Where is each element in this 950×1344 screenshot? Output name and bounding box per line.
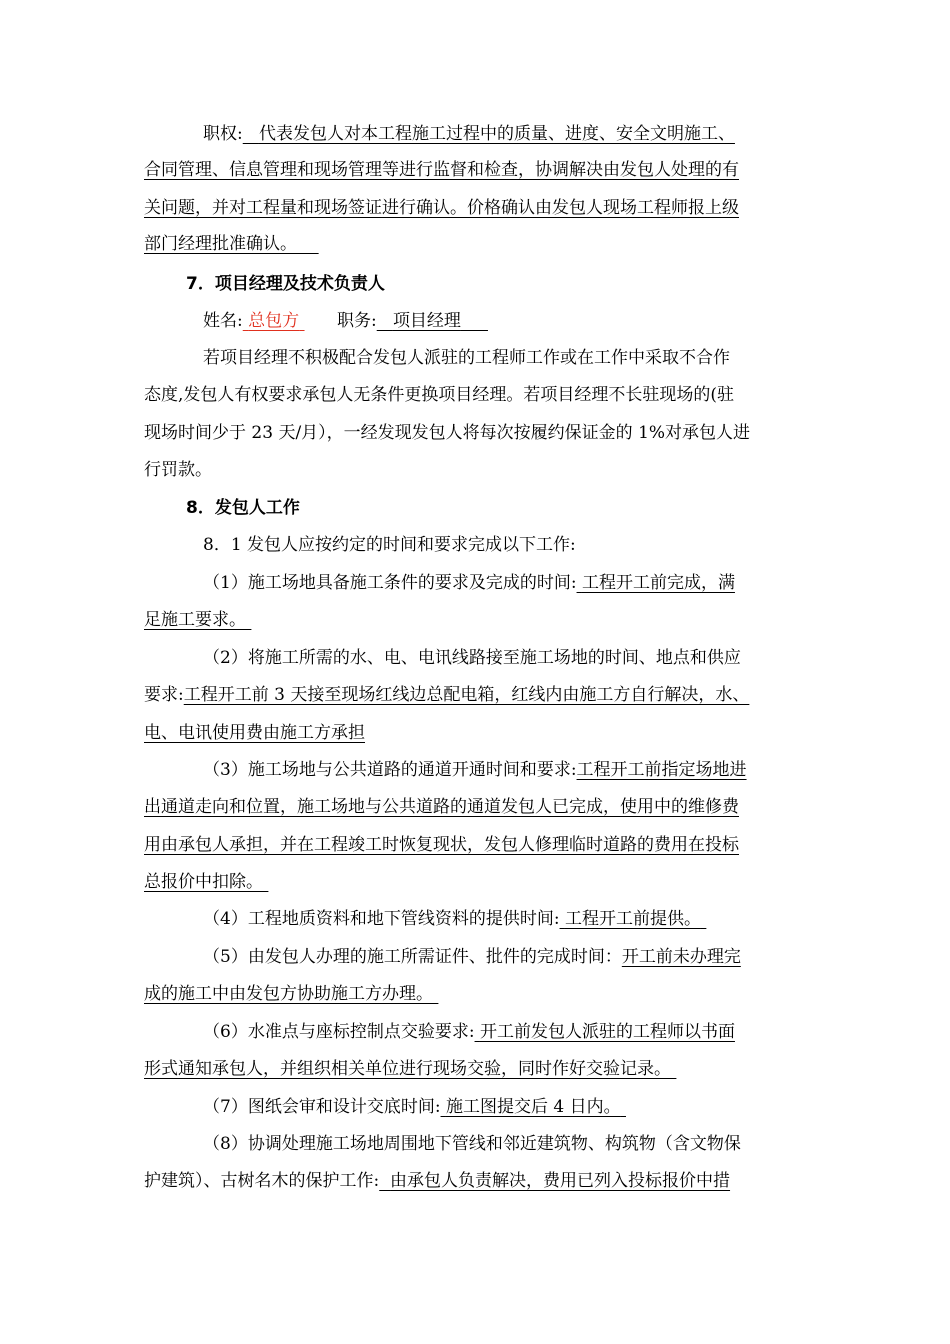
item-2-line-1: （2）将施工所需的水、电、电讯线路接至施工场地的时间、地点和供应 — [203, 648, 741, 668]
authority-text-1: 代表发包人对本工程施工过程中的质量、进度、安全文明施工、 — [258, 124, 735, 144]
item-8-prefix: 护建筑）、古树名木的保护工作: — [144, 1171, 380, 1191]
authority-label: 职权: — [203, 124, 243, 144]
name-value: 总包方 — [248, 311, 300, 331]
item-7-value: 施工图提交后 4 日内。 — [445, 1097, 621, 1117]
item-1-text: （1）施工场地具备施工条件的要求及完成的时间: — [203, 573, 577, 593]
section-7-heading: 7．项目经理及技术负责人 — [186, 274, 385, 294]
name-label: 姓名: — [203, 311, 243, 331]
item-6-text: （6）水准点与座标控制点交验要求: — [203, 1022, 475, 1042]
item-1-value-2: 足施工要求。 — [144, 610, 246, 630]
authority-line-1 — [203, 122, 735, 146]
item-3-value-1: 工程开工前指定场地进 — [576, 760, 747, 780]
item-5-line-2 — [144, 982, 438, 1006]
authority-text-4: 部门经理批准确认。 — [144, 234, 297, 254]
item-4-text: （4）工程地质资料和地下管线资料的提供时间: — [203, 909, 560, 929]
manager-line — [203, 309, 488, 333]
authority-line-3: 关问题，并对工程量和现场签证进行确认。价格确认由发包人现场工程师报上级 — [144, 198, 739, 218]
item-1-line-1 — [203, 571, 735, 595]
item-3-text: （3）施工场地与公共道路的通道开通时间和要求: — [203, 760, 577, 780]
item-3-value-3: 用由承包人承担，并在工程竣工时恢复现状，发包人修理临时道路的费用在投标 — [144, 835, 739, 855]
item-8-value: 由承包人负责解决，费用已列入投标报价中措 — [390, 1171, 731, 1191]
item-3-value-4: 总报价中扣除。 — [144, 872, 263, 892]
section-7-para-1: 若项目经理不积极配合发包人派驻的工程师工作或在工作中采取不合作 — [203, 348, 730, 368]
item-4-value: 工程开工前提供。 — [564, 909, 701, 929]
authority-line-4 — [144, 232, 319, 256]
item-4-line — [203, 907, 706, 931]
item-3-line-4 — [144, 870, 268, 894]
section-8-heading: 8．发包人工作 — [186, 498, 300, 518]
item-3-line-1 — [203, 758, 747, 782]
authority-line-2: 合同管理、信息管理和现场管理等进行监督和检查，协调解决由发包人处理的有 — [144, 160, 739, 180]
item-5-value-1: 开工前未办理完 — [621, 947, 741, 967]
section-7-para-2: 态度,发包人有权要求承包人无条件更换项目经理。若项目经理不长驻现场的(驻 — [144, 385, 735, 405]
item-7-text: （7）图纸会审和设计交底时间: — [203, 1097, 441, 1117]
item-1-value-1: 工程开工前完成，满 — [581, 573, 735, 593]
item-7-line — [203, 1095, 626, 1119]
item-2-prefix: 要求: — [144, 685, 184, 705]
section-7-para-4: 行罚款。 — [144, 460, 212, 480]
item-6-line-2 — [144, 1057, 676, 1081]
item-8-line-1: （8）协调处理施工场地周围地下管线和邻近建筑物、构筑物（含文物保 — [203, 1134, 741, 1154]
item-8-line-2 — [144, 1169, 730, 1193]
item-5-text: （5）由发包人办理的施工所需证件、批件的完成时间： — [203, 947, 622, 967]
item-2-line-2 — [144, 683, 749, 707]
item-1-line-2 — [144, 608, 251, 632]
section-7-para-3: 现场时间少于 23 天/月），一经发现发包人将每次按履约保证金的 1%对承包人进 — [144, 423, 751, 443]
item-6-line-1 — [203, 1020, 735, 1044]
post-label: 职务: — [336, 311, 377, 331]
section-8-intro: 8．1 发包人应按约定的时间和要求完成以下工作: — [203, 535, 576, 555]
item-3-value-2: 出通道走向和位置，施工场地与公共道路的通道发包人已完成，使用中的维修费 — [144, 797, 739, 817]
post-value: 项目经理 — [392, 311, 461, 331]
item-5-value-2: 成的施工中由发包方协助施工方办理。 — [144, 984, 433, 1004]
item-5-line-1 — [203, 945, 741, 969]
item-2-value-1: 工程开工前 3 天接至现场红线边总配电箱，红线内由施工方自行解决，水、 — [183, 685, 750, 705]
item-6-value-1: 开工前发包人派驻的工程师以书面 — [479, 1022, 735, 1042]
item-2-value-2: 电、电讯使用费由施工方承担 — [144, 723, 365, 743]
item-6-value-2: 形式通知承包人，并组织相关单位进行现场交验，同时作好交验记录。 — [144, 1059, 671, 1079]
